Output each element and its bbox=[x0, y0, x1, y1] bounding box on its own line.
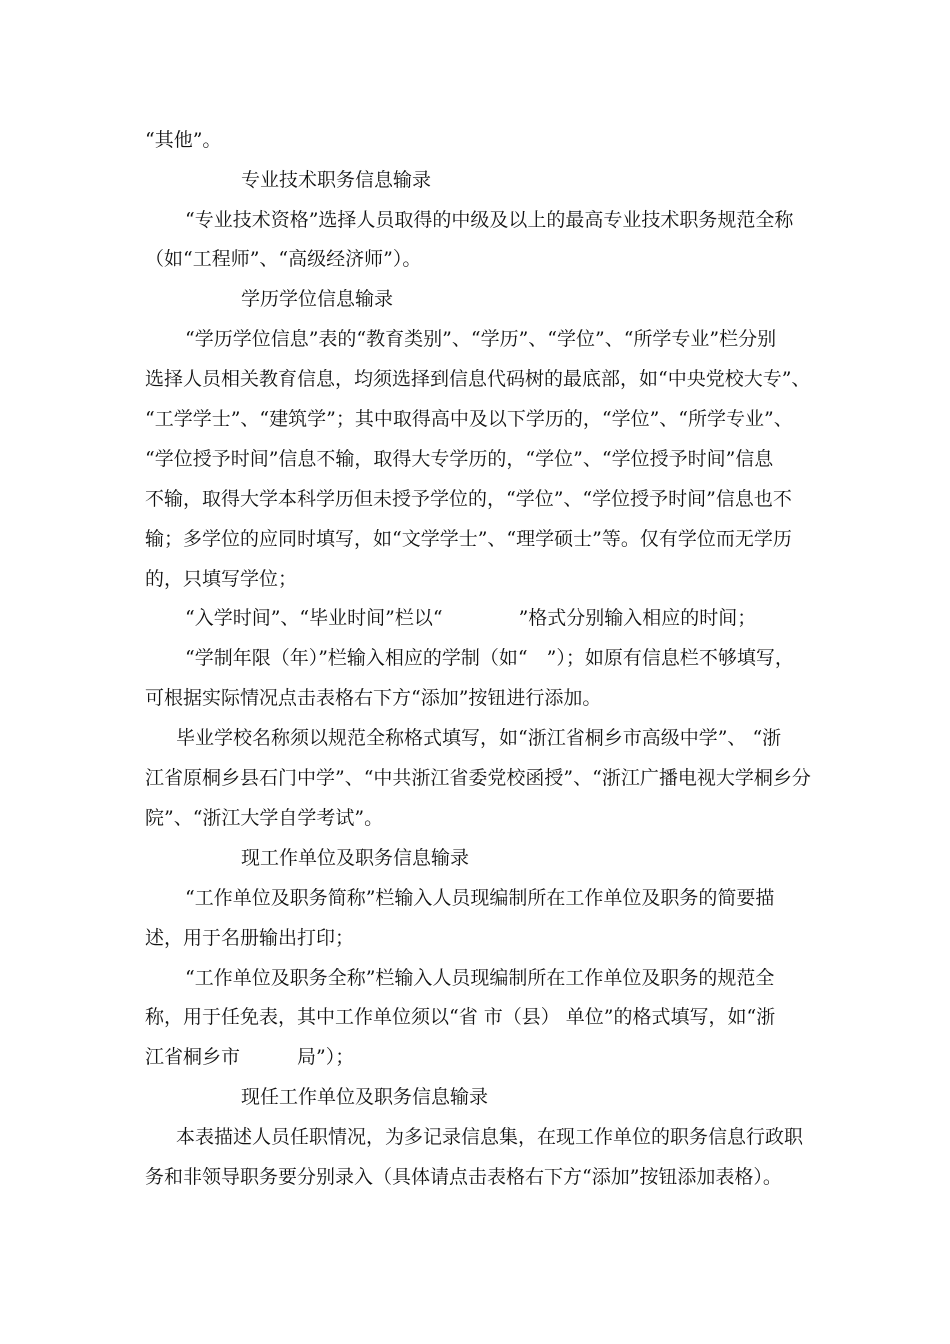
paragraph-line: 选择人员相关教育信息，均须选择到信息代码树的最底部，如“中央党校大专”、 bbox=[145, 368, 811, 390]
section-heading: 现工作单位及职务信息输录 bbox=[241, 847, 470, 869]
paragraph-line: “专业技术资格”选择人员取得的中级及以上的最高专业技术职务规范全称 bbox=[185, 209, 794, 231]
paragraph-line: “学制年限（年）”栏输入相应的学制（如“ ”）；如原有信息栏不够填写， bbox=[185, 647, 794, 669]
paragraph-line: “入学时间”、“毕业时间”栏以“ ”格式分别输入相应的时间； bbox=[185, 607, 757, 629]
paragraph-line: “学位授予时间”信息不输，取得大专学历的，“学位”、“学位授予时间”信息 bbox=[145, 448, 774, 470]
paragraph-line: 院”、“浙江大学自学考试”。 bbox=[145, 807, 384, 829]
paragraph-line: 可根据实际情况点击表格右下方“添加”按钮进行添加。 bbox=[145, 687, 602, 709]
paragraph-line: “工学学士”、“建筑学”；其中取得高中及以下学历的，“学位”、“所学专业”、 bbox=[145, 408, 793, 430]
paragraph-line: 述，用于名册输出打印； bbox=[145, 927, 355, 949]
section-heading: 专业技术职务信息输录 bbox=[241, 169, 432, 191]
paragraph-line: 不输，取得大学本科学历但未授予学位的，“学位”、“学位授予时间”信息也不 bbox=[145, 488, 792, 510]
paragraph-line: 输；多学位的应同时填写，如“文学学士”、“理学硕士”等。仅有学位而无学历 bbox=[145, 528, 792, 550]
section-heading: 现任工作单位及职务信息输录 bbox=[241, 1086, 489, 1108]
paragraph-line: “工作单位及职务全称”栏输入人员现编制所在工作单位及职务的规范全 bbox=[185, 967, 775, 989]
paragraph-line: 本表描述人员任职情况，为多记录信息集，在现工作单位的职务信息行政职 bbox=[176, 1126, 804, 1148]
paragraph-line: 江省桐乡市 局”）； bbox=[145, 1046, 355, 1068]
paragraph-line: 务和非领导职务要分别录入（具体请点击表格右下方“添加”按钮添加表格）。 bbox=[145, 1166, 782, 1188]
paragraph-line: “学历学位信息”表的“教育类别”、“学历”、“学位”、“所学专业”栏分别 bbox=[185, 328, 777, 350]
paragraph-line: 毕业学校名称须以规范全称格式填写，如“浙江省桐乡市高级中学”、 “浙 bbox=[176, 727, 782, 749]
paragraph-line: 江省原桐乡县石门中学”、“中共浙江省委党校函授”、“浙江广播电视大学桐乡分 bbox=[145, 767, 811, 789]
paragraph-line: 的，只填写学位； bbox=[145, 568, 298, 590]
paragraph-line: “其他”。 bbox=[145, 129, 222, 151]
paragraph-line: 称，用于任免表，其中工作单位须以“省 市（县） 单位”的格式填写，如“浙 bbox=[145, 1006, 776, 1028]
section-heading: 学历学位信息输录 bbox=[241, 288, 394, 310]
paragraph-line: （如“工程师”、“高级经济师”）。 bbox=[145, 248, 422, 270]
paragraph-line: “工作单位及职务简称”栏输入人员现编制所在工作单位及职务的简要描 bbox=[185, 887, 775, 909]
